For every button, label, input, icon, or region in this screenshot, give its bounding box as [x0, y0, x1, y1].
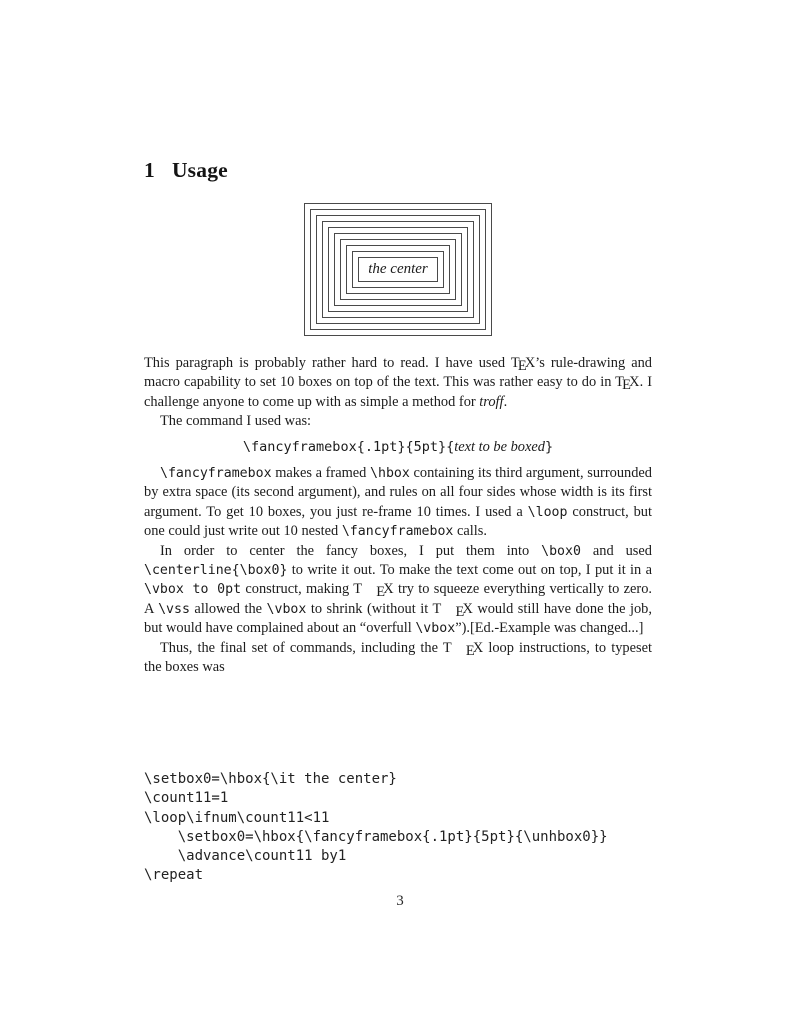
paragraph-intro	[144, 354, 652, 412]
command-intro-line: The command I used was:	[160, 413, 312, 430]
text-segment-it: troff	[479, 393, 504, 410]
text-segment-tt: \vss	[158, 601, 190, 617]
code-line: \setbox0=\hbox{\fancyframebox{.1pt}{5pt}{\unhbox0}}	[144, 828, 608, 845]
code-line: \loop\ifnum\count11<11	[144, 809, 330, 826]
page-number: 3	[396, 893, 404, 909]
code-line: \setbox0=\hbox{\it the center}	[144, 771, 397, 787]
paragraph-fancyframebox	[144, 464, 652, 542]
text-segment-tt: \hbox	[370, 466, 410, 482]
text-segment-tt: \loop	[527, 504, 568, 520]
body-text	[144, 354, 652, 678]
text-segment-tt: \fancyframebox	[160, 466, 272, 482]
section-heading	[144, 158, 652, 183]
text-segment-rm: .	[503, 393, 508, 410]
text-segment-tt: }	[544, 438, 554, 455]
text-segment-rm: and used	[580, 542, 652, 559]
text-segment-tex: TEX	[510, 355, 536, 375]
text-segment-rm: construct, making	[241, 581, 354, 598]
code-line: \count11=1	[144, 790, 229, 807]
code-line: \advance\count11 by1	[144, 848, 347, 865]
text-segment-rm: allowed the	[189, 600, 267, 617]
frame-box	[304, 203, 492, 336]
text-segment-rm: to shrink (without it	[306, 600, 433, 617]
code-line: \repeat	[144, 867, 204, 884]
frame-box	[346, 245, 450, 294]
text-segment-it: text to be boxed	[454, 438, 545, 455]
text-segment-rm: calls.	[453, 523, 487, 540]
figure-center-label: the center	[368, 261, 428, 277]
text-segment-rm: try to squeeze everything vertically to zero. A	[144, 581, 652, 617]
text-segment-rm: ’s rule-drawing and macro capability to set 10 boxes on top of the text. This was rather easy to do in	[144, 355, 652, 391]
frame-box	[322, 221, 474, 318]
text-segment-rm: to write it out. To make the text come out on top, I put it in a	[287, 562, 652, 579]
section-number: 1	[144, 158, 155, 182]
frame-box	[310, 209, 486, 330]
text-segment-tt: \fancyframebox	[341, 524, 454, 540]
section-title: Usage	[171, 158, 228, 182]
text-segment-rm: ”).[Ed.-Example was changed...]	[455, 620, 644, 637]
frame-box	[352, 251, 444, 288]
text-segment-rm: makes a framed	[271, 465, 371, 482]
text-segment-tt: \vbox	[415, 621, 456, 637]
text-segment-tt: \vbox to 0pt	[144, 582, 242, 598]
text-segment-tex: TEX	[615, 374, 640, 394]
text-segment-tt: \vbox	[266, 601, 307, 617]
text-segment-rm: In order to center the fancy boxes, I put them into	[160, 542, 542, 559]
tex-code-block	[144, 770, 652, 886]
text-segment-tex: T EX	[353, 581, 394, 601]
text-segment-rm: construct, but one could just write out 10 nested	[144, 503, 652, 540]
text-segment-rm: containing its third argument, surrounded by extra space (its second argument), and rules on all four sides whose width is its first argument. To get 10 boxes, you just re-frame 10 times. I used a	[144, 465, 652, 520]
text-segment-tex: T EX	[432, 600, 473, 620]
frame-box	[316, 215, 480, 324]
frame-box	[334, 233, 462, 306]
frame-box	[328, 227, 468, 312]
frame-box	[340, 239, 456, 300]
paragraph-final-commands	[144, 639, 652, 678]
display-command	[144, 438, 652, 457]
text-segment-rm: would still have done the job, but would have complained about an “overfull	[144, 600, 652, 637]
frame-box-center	[358, 257, 438, 282]
text-segment-tex: T EX	[442, 639, 484, 659]
text-segment-tt: \fancyframebox{.1pt}{5pt}{	[242, 438, 455, 455]
text-segment-tt: \centerline{\box0}	[144, 563, 288, 579]
paragraph-centering	[144, 542, 652, 639]
nested-boxes-figure	[144, 203, 652, 336]
text-segment-rm: This paragraph is probably rather hard to read. I have used	[144, 355, 511, 371]
text-segment-rm: loop instructions, to typeset the boxes was	[144, 639, 652, 676]
text-segment-rm: . I challenge anyone to come up with as simple a method for	[144, 374, 652, 410]
text-segment-tt: \box0	[541, 543, 581, 559]
text-segment-rm: Thus, the final set of commands, including the	[160, 639, 443, 656]
